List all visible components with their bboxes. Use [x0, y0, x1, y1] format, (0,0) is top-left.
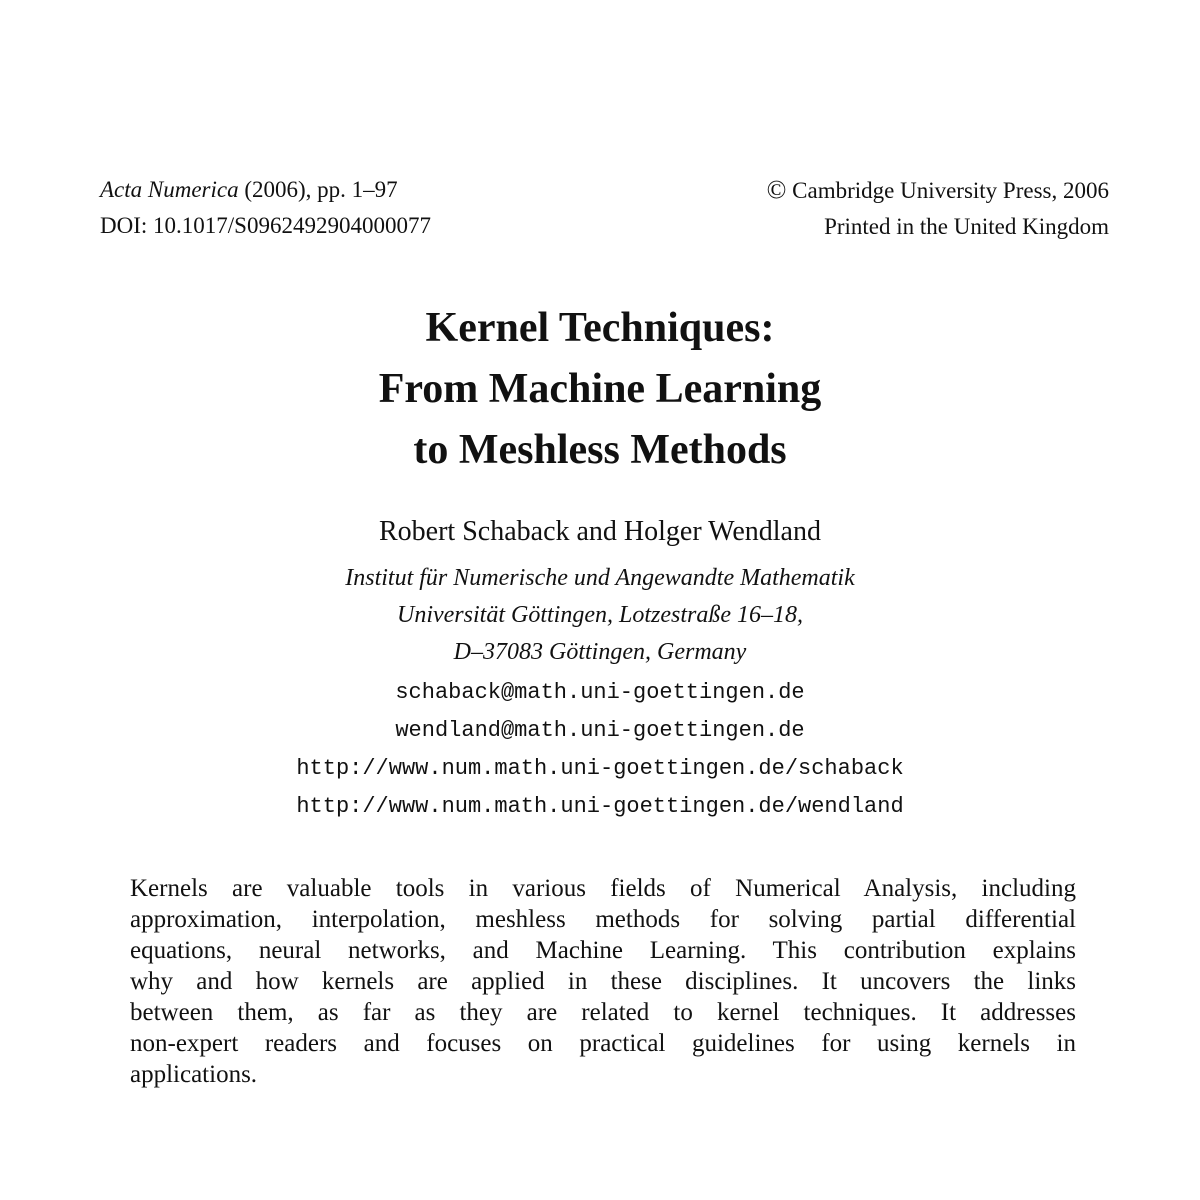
- affiliation-institute: Institut für Numerische und Angewandte Mathematik: [345, 565, 855, 591]
- affiliation-address: Universität Göttingen, Lotzestraße 16–18,: [397, 602, 803, 628]
- copyright-line: [767, 172, 1109, 209]
- contact-links: [0, 674, 1200, 826]
- journal-name: Acta Numerica: [100, 177, 239, 202]
- abstract-line: equations, neural networks, and Machine Learning. This contribution explains: [130, 937, 1076, 964]
- paper-title: [0, 298, 1200, 481]
- copyright-icon: ©: [766, 175, 787, 204]
- abstract-line: why and how kernels are applied in these disciplines. It uncovers the links: [130, 968, 1076, 995]
- abstract-line: applications.: [130, 1061, 258, 1088]
- authors: Robert Schaback and Holger Wendland: [379, 516, 821, 547]
- title-line-1: Kernel Techniques:: [425, 305, 775, 351]
- journal-details: (2006), pp. 1–97: [244, 177, 398, 202]
- url-wendland[interactable]: http://www.num.math.uni-goettingen.de/wendland: [296, 794, 904, 819]
- journal-citation: [100, 172, 431, 208]
- printed-in: Printed in the United Kingdom: [824, 214, 1109, 239]
- journal-info: [100, 172, 431, 244]
- abstract-line: Kernels are valuable tools in various fields of Numerical Analysis, including: [130, 875, 1076, 902]
- publisher: Cambridge University Press, 2006: [792, 178, 1109, 203]
- affiliation-city: D–37083 Göttingen, Germany: [453, 639, 747, 665]
- abstract-line: between them, as far as they are related to kernel techniques. It addresses: [130, 999, 1076, 1026]
- abstract-line: non-expert readers and focuses on practical guidelines for using kernels in: [130, 1030, 1076, 1057]
- abstract: [130, 873, 1076, 1090]
- url-schaback[interactable]: http://www.num.math.uni-goettingen.de/schaback: [296, 756, 904, 781]
- email-wendland[interactable]: wendland@math.uni-goettingen.de: [395, 718, 805, 743]
- publisher-info: [767, 172, 1109, 245]
- doi: DOI: 10.1017/S0962492904000077: [100, 213, 431, 238]
- title-line-3: to Meshless Methods: [413, 427, 787, 473]
- email-schaback[interactable]: schaback@math.uni-goettingen.de: [395, 680, 805, 705]
- title-line-2: From Machine Learning: [378, 366, 822, 412]
- abstract-line: approximation, interpolation, meshless methods for solving partial differential: [130, 906, 1076, 933]
- affiliation: [0, 560, 1200, 671]
